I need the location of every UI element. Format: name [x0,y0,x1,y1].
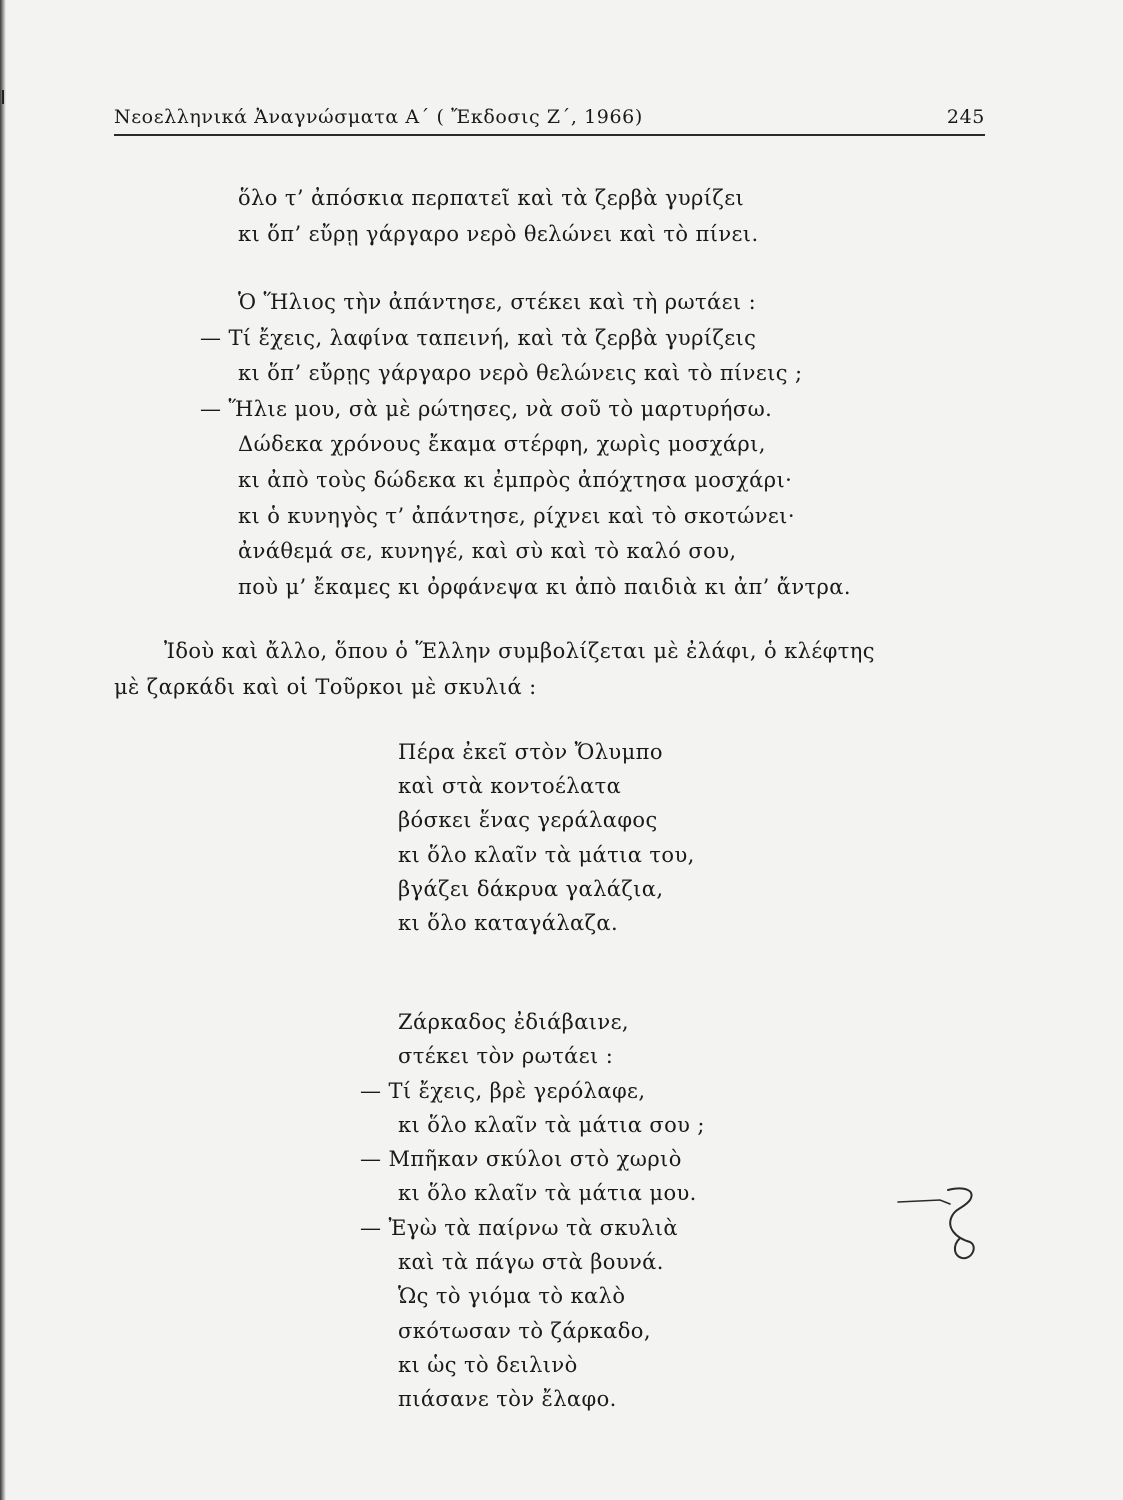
verse-line: Δώδεκα χρόνους ἔκαμα στέρφη, χωρὶς μοσχάρι, [238,432,766,457]
verse-line: κι ὅλο κλαῖν τὰ μάτια σου ; [398,1112,705,1137]
prose-paragraph [114,633,985,705]
verse-line: κι ὡς τὸ δειλινὸ [398,1352,578,1377]
verse-line: Ζάρκαδος ἐδιάβαινε, [398,1010,629,1034]
verse-line-dialogue: — Μπῆκαν σκύλοι στὸ χωριὸ [360,1147,682,1172]
verse-line-dialogue: — Ἥλιε μου, σὰ μὲ ρώτησες, νὰ σοῦ τὸ μαρτυρήσω. [200,396,773,421]
verse-line-dialogue: — Τί ἔχεις, βρὲ γερόλαφε, [360,1078,646,1103]
verse-line: Πέρα ἐκεῖ στὸν Ὄλυμπο [398,740,663,764]
running-header-title: Νεοελληνικά Ἀναγνώσματα Α΄ ( Ἔκδοσις Ζ΄, 1966) [114,106,643,128]
verse-line: κι ὅλο κλαῖν τὰ μάτια του, [398,842,695,867]
page-number: 245 [946,106,985,128]
prose-line: Ἰδοὺ καὶ ἄλλο, ὅπου ὁ Ἕλλην συμβολίζεται μὲ ἐλάφι, ὁ κλέφτης [164,639,875,663]
verse-line: Ὡς τὸ γιόμα τὸ καλὸ [398,1284,626,1309]
verse-line: κι ὅπ’ εὔρῃς γάργαρο νερὸ θελώνεις καὶ τὸ πίνεις ; [238,361,803,386]
verse-line: ποὺ μ’ ἔκαμες κι ὀρφάνεψα κι ἀπὸ παιδιὰ κι ἀπ’ ἄντρα. [238,574,851,599]
verse-line: κι ὁ κυνηγὸς τ’ ἀπάντησε, ρίχνει καὶ τὸ σκοτώνει· [238,503,795,528]
verse-line: ἀνάθεμά σε, κυνηγέ, καὶ σὺ καὶ τὸ καλό σου, [238,539,737,564]
verse-line: βόσκει ἕνας γεράλαφος [398,808,658,833]
verse-line: κι ὅπ’ εὔρῃ γάργαρο νερὸ θελώνει καὶ τὸ πίνει. [238,221,759,246]
verse-line: ὅλο τ’ ἀπόσκια περπατεῖ καὶ τὰ ζερβὰ γυρίζει [238,186,745,210]
verse-stanza-deer-dialogue [360,1005,705,1417]
verse-line: βγάζει δάκρυα γαλάζια, [398,876,664,901]
verse-line-dialogue: — Ἐγὼ τὰ παίρνω τὰ σκυλιὰ [360,1215,678,1240]
prose-line: μὲ ζαρκάδι καὶ οἱ Τοῦρκοι μὲ σκυλιά : [114,675,537,699]
verse-line: κι ὅλο κλαῖν τὰ μάτια μου. [398,1181,697,1206]
verse-line: Ὁ Ἥλιος τὴν ἀπάντησε, στέκει καὶ τὴ ρωτάει : [238,290,757,314]
spine-tick [2,90,4,104]
verse-line: κι ὅλο καταγάλαζα. [398,910,619,935]
verse-stanza-olympus [398,735,695,940]
verse-line: πιάσανε τὸν ἔλαφο. [398,1387,617,1412]
page-spine-shadow [0,0,6,1500]
verse-line-dialogue: — Τί ἔχεις, λαφίνα ταπεινή, καὶ τὰ ζερβὰ γυρίζεις [200,325,757,350]
verse-line: καὶ τὰ πάγω στὰ βουνά. [398,1250,664,1275]
handwritten-mark-icon [890,1180,990,1265]
running-header [114,104,985,136]
verse-line: καὶ στὰ κοντοέλατα [398,774,622,799]
verse-stanza-continuation [238,181,759,252]
verse-stanza-sun-dialogue [200,285,851,605]
verse-line: κι ἀπὸ τοὺς δώδεκα κι ἐμπρὸς ἀπόχτησα μοσχάρι· [238,467,793,492]
verse-line: σκότωσαν τὸ ζάρκαδο, [398,1318,651,1343]
verse-line: στέκει τὸν ρωτάει : [398,1044,614,1069]
